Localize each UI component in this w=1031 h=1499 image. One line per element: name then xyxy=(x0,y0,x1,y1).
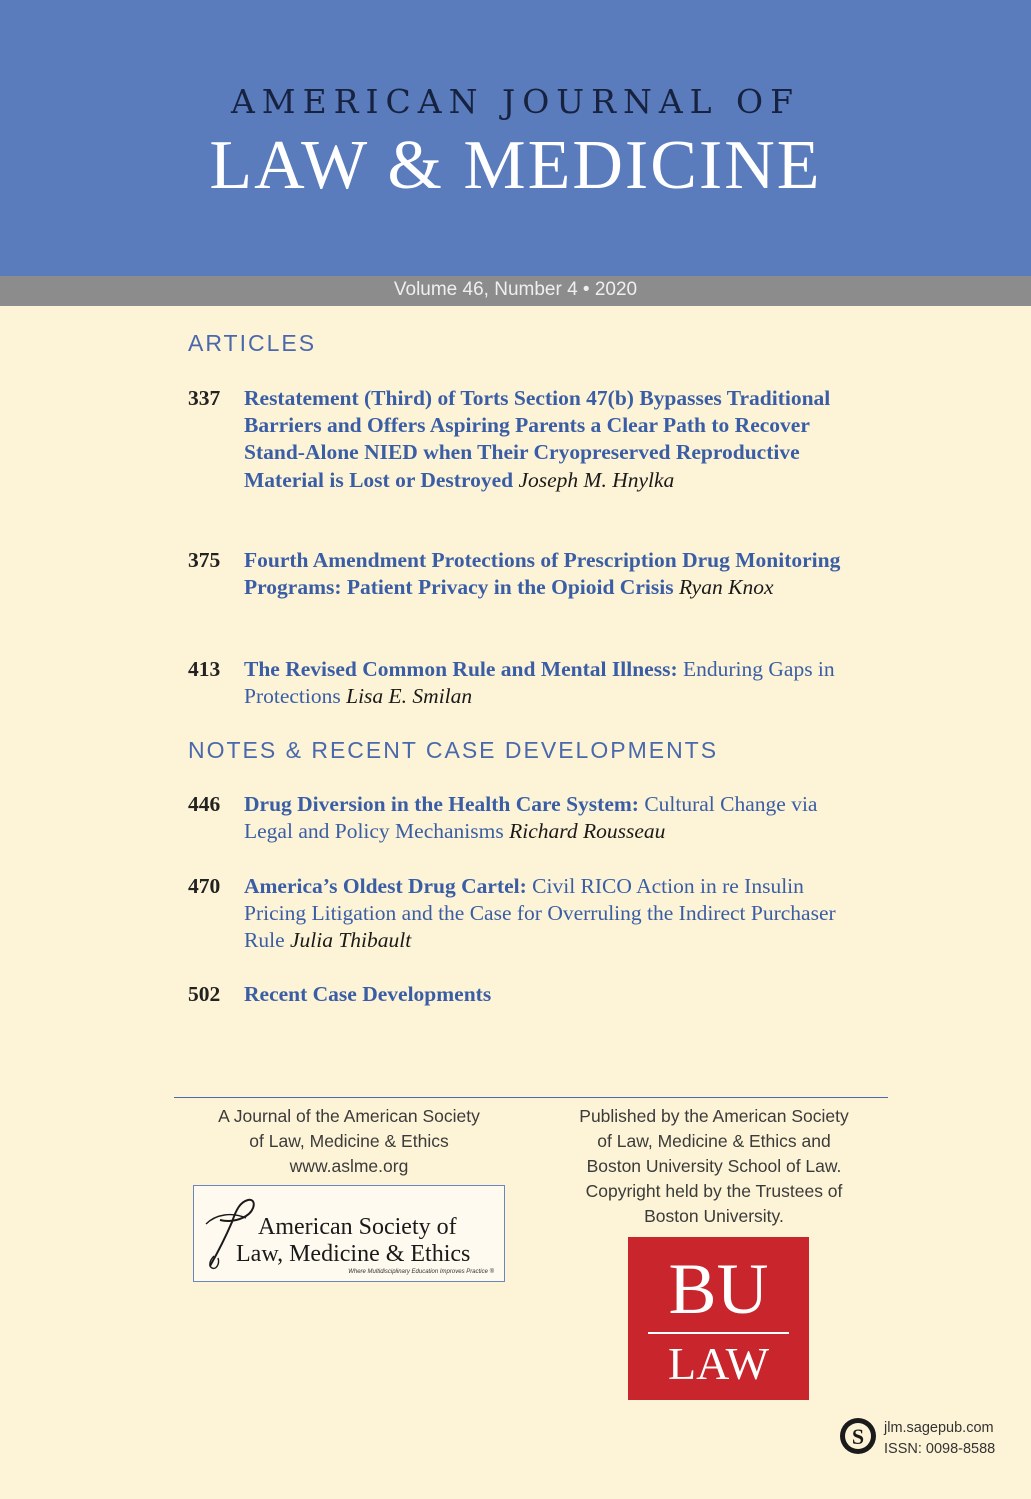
svg-text:S: S xyxy=(851,1424,865,1449)
entry-subtitle: Enduring Gaps in Protections xyxy=(244,657,835,709)
bu-logo-bottom: LAW xyxy=(667,1338,770,1389)
entry-author: Joseph M. Hnylka xyxy=(518,467,675,492)
volume-line: Volume 46, Number 4 • 2020 xyxy=(393,279,638,300)
footer-right-line: of Law, Medicine & Ethics and xyxy=(597,1131,831,1151)
sage-issn: ISSN: 0098-8588 xyxy=(884,1441,996,1457)
journal-title-top: AMERICAN JOURNAL OF xyxy=(230,82,801,121)
aslme-logo-tagline: Where Multidisciplinary Education Improves Practice ® xyxy=(348,1269,494,1275)
sage-s-icon xyxy=(838,1416,878,1456)
entry-title: The Revised Common Rule and Mental Illness: xyxy=(244,657,678,681)
sage-url[interactable]: jlm.sagepub.com xyxy=(884,1420,994,1436)
toc-entry[interactable] xyxy=(188,547,848,601)
entry-page: 337 xyxy=(188,386,221,410)
bu-logo-rule xyxy=(648,1332,789,1334)
entry-author: Ryan Knox xyxy=(678,575,774,600)
entry-subtitle: Cultural Change via Legal and Policy Mechanisms xyxy=(244,792,818,844)
entry-page: 375 xyxy=(188,548,221,572)
entry-page: 502 xyxy=(188,982,221,1006)
footer-right-line: Boston University. xyxy=(644,1206,784,1226)
toc-entry[interactable] xyxy=(188,981,848,1008)
footer-left-link[interactable]: www.aslme.org xyxy=(289,1156,409,1176)
sage-info xyxy=(884,1418,995,1460)
footer-left-line: of Law, Medicine & Ethics xyxy=(249,1131,449,1151)
aslme-logo xyxy=(193,1185,505,1282)
toc-entry[interactable] xyxy=(188,656,848,710)
entry-author: Richard Rousseau xyxy=(509,819,666,844)
footer-left xyxy=(190,1104,508,1179)
entry-author: Julia Thibault xyxy=(289,928,412,953)
entry-title: America’s Oldest Drug Cartel: xyxy=(244,874,527,898)
entry-title: Drug Diversion in the Health Care System: xyxy=(244,792,639,816)
entry-title: Fourth Amendment Protections of Prescription Drug Monitoring Programs: Patient Privacy in the Opioid Crisis xyxy=(244,548,841,600)
bu-law-logo xyxy=(628,1237,809,1400)
footer-right-line: Published by the American Society xyxy=(579,1106,849,1126)
footer-right xyxy=(558,1104,870,1229)
entry-title: Restatement (Third) of Torts Section 47(b) Bypasses Traditional Barriers and Offers Aspiring Parents a Clear Path to Recover Stand-Alone NIED when Their Cryopreserved Reproductive Material is Lost or Destroyed xyxy=(244,386,831,492)
entry-page: 413 xyxy=(188,657,221,681)
aslme-logo-line1: American Society of xyxy=(258,1214,457,1240)
entry-author: Lisa E. Smilan xyxy=(346,684,473,709)
toc-entry[interactable] xyxy=(188,791,848,845)
footer-left-line: A Journal of the American Society xyxy=(218,1106,480,1126)
section-notes: NOTES & RECENT CASE DEVELOPMENTS xyxy=(188,737,719,763)
entry-page: 446 xyxy=(188,792,221,816)
footer-divider xyxy=(174,1097,888,1098)
footer-right-line: Boston University School of Law. xyxy=(586,1156,842,1176)
section-articles: ARTICLES xyxy=(188,330,317,356)
toc-entry[interactable] xyxy=(188,873,848,955)
aslme-logo-line2: Law, Medicine & Ethics xyxy=(236,1241,471,1267)
toc-entry[interactable] xyxy=(188,385,848,494)
bu-logo-top: BU xyxy=(668,1249,769,1329)
entry-subtitle: Civil RICO Action in re Insulin Pricing Litigation and the Case for Overruling the Indirect Purchaser Rule xyxy=(244,874,836,953)
entry-page: 470 xyxy=(188,874,221,898)
journal-title-main: LAW & MEDICINE xyxy=(209,127,822,204)
footer-right-line: Copyright held by the Trustees of xyxy=(585,1181,843,1201)
entry-title: Recent Case Developments xyxy=(244,982,492,1006)
